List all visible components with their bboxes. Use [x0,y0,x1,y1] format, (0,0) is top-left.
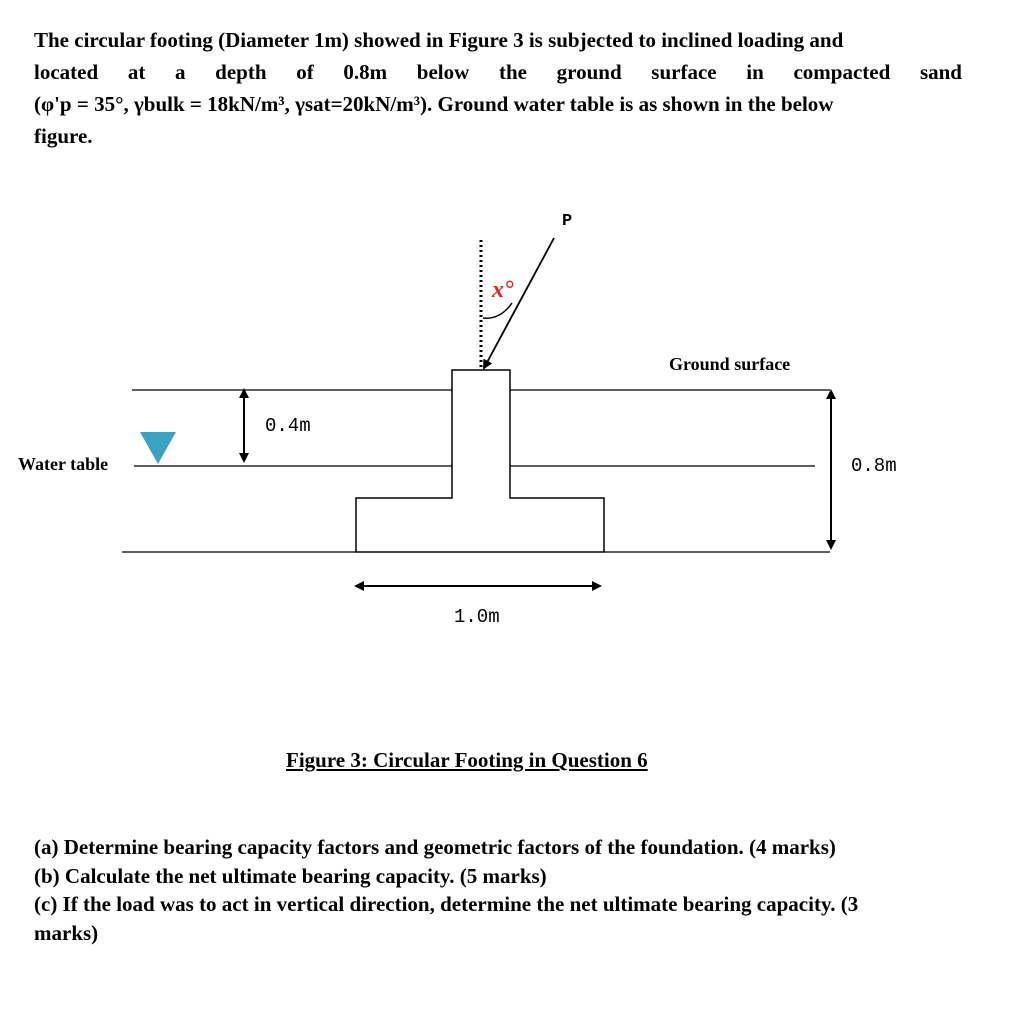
question-a: (a) Determine bearing capacity factors and geometric factors of the foundation. (4 marks) [34,835,836,859]
question-c: (c) If the load was to act in vertical direction, determine the net ultimate bearing capacity. (3 marks) [34,892,859,945]
footing-outline [356,370,604,552]
water-depth-label: 0.4m [265,415,311,437]
problem-line-4: figure. [34,124,93,148]
load-arrow [484,238,554,368]
problem-line-1: The circular footing (Diameter 1m) showed in Figure 3 is subjected to inclined loading and [34,28,844,52]
ground-surface-label: Ground surface [669,354,791,374]
water-table-symbol [140,432,176,464]
question-list [34,833,914,947]
problem-line-3: (φ'p = 35°, γbulk = 18kN/m³, γsat=20kN/m³). Ground water table is as shown in the below [34,92,834,116]
angle-label: x° [492,277,514,303]
width-label: 1.0m [454,606,500,628]
problem-line-2: located at a depth of 0.8m below the ground surface in compacted sand [34,60,962,84]
water-table-label: Water table [18,454,109,474]
footing-depth-label: 0.8m [851,455,897,477]
question-b: (b) Calculate the net ultimate bearing capacity. (5 marks) [34,863,547,888]
load-label: P [562,212,573,231]
figure-caption: Figure 3: Circular Footing in Question 6 [286,748,648,772]
angle-arc [483,303,512,318]
